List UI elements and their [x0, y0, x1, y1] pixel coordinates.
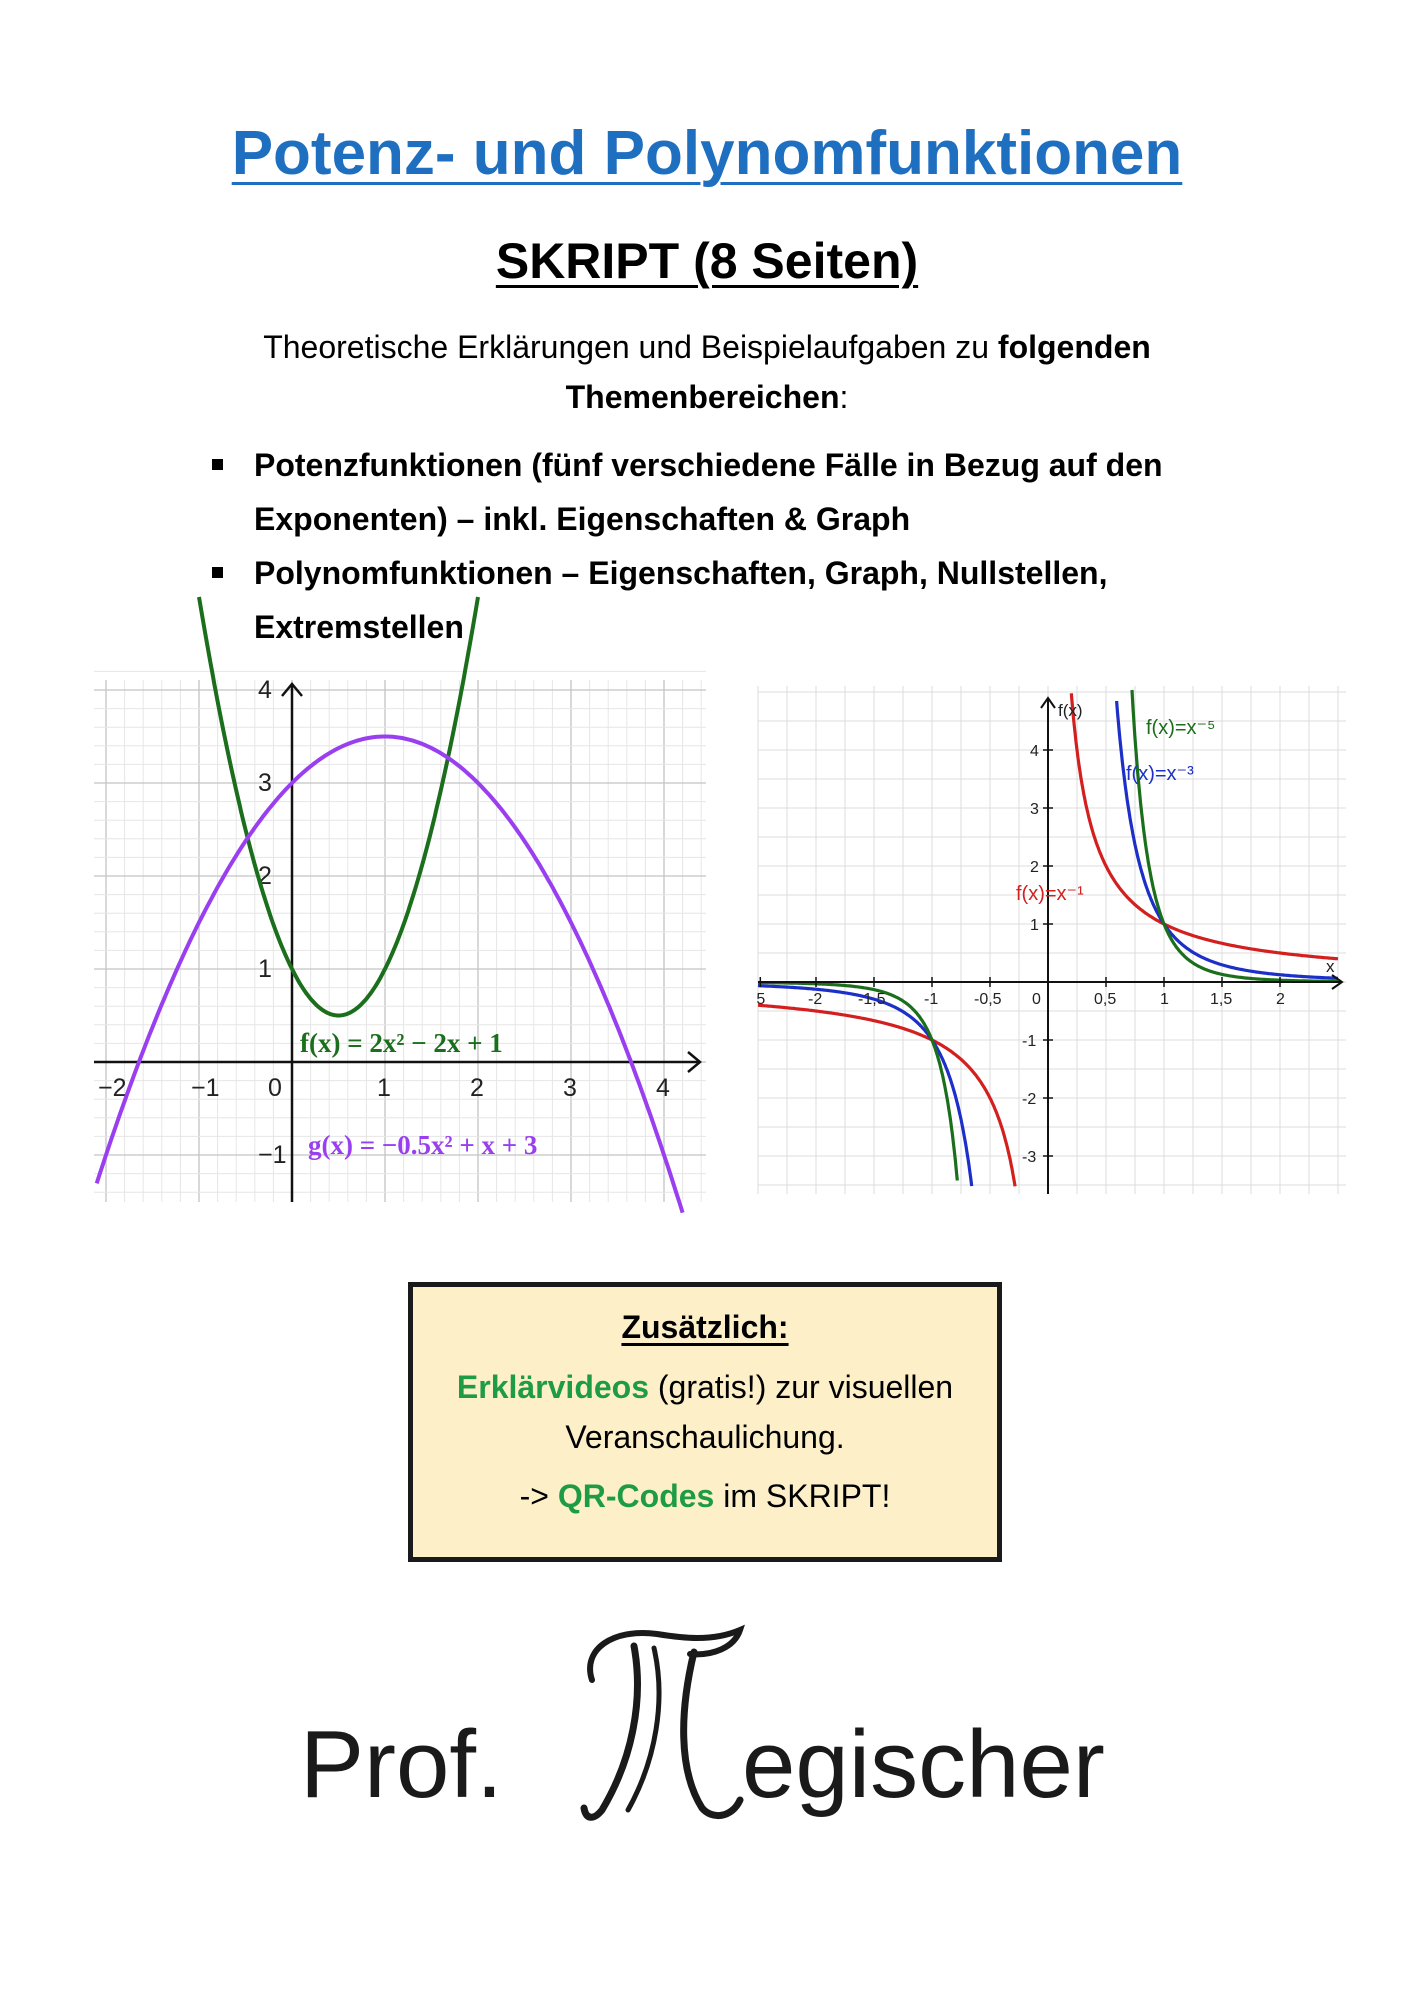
x-tick-label: 2: [1276, 991, 1285, 1008]
info-heading: Zusätzlich:: [621, 1309, 789, 1345]
videos-text: (gratis!) zur visuellen Veranschaulichung.: [565, 1369, 954, 1455]
x-tick-label: -1,5: [858, 991, 886, 1008]
y-tick-label: 3: [258, 769, 272, 797]
x-tick-label: 5: [756, 991, 766, 1008]
page-title: Potenz- und Polynomfunktionen: [231, 119, 1183, 188]
y-tick-label: 2: [258, 862, 272, 890]
y-tick-label: -1: [1022, 1033, 1037, 1050]
y-tick-label: −1: [258, 1141, 287, 1169]
y-tick-label: 1: [1030, 917, 1039, 934]
x-tick-label: 4: [656, 1074, 670, 1102]
x-tick-label: 1,5: [1210, 991, 1233, 1008]
x-tick-label: −2: [98, 1074, 127, 1102]
x-tick-label: 1: [1160, 991, 1169, 1008]
info-qr-text: [413, 1478, 997, 1515]
tick-labels: [98, 676, 670, 1169]
power-function-chart: [758, 686, 1346, 1194]
topic-text: Polynomfunktionen – Eigenschaften, Graph, Nullstellen, Extremstellen: [254, 555, 1108, 645]
y-axis-label: f(x): [1058, 701, 1083, 720]
tick-labels: [756, 701, 1335, 1166]
x-tick-label: 0: [268, 1074, 282, 1102]
topic-list: [212, 438, 1212, 654]
y-tick-label: 1: [258, 955, 272, 983]
intro-line2-bold: Themenbereichen: [565, 379, 840, 415]
y-tick-label: 2: [1030, 859, 1039, 876]
grid: [758, 686, 1346, 1194]
series-label-x-1: f(x)=x⁻¹: [1016, 883, 1084, 905]
logo: [300, 1620, 1120, 1850]
intro-text: [220, 322, 1194, 422]
y-tick-label: 3: [1030, 801, 1039, 818]
series-label-f: f(x) = 2x² − 2x + 1: [300, 1028, 503, 1058]
polynomial-chart: [94, 676, 706, 1202]
topic-item: [212, 546, 1212, 654]
qr-highlight: QR-Codes: [557, 1478, 715, 1514]
bullet-square-icon: [212, 459, 223, 470]
qr-text: im SKRIPT!: [714, 1478, 891, 1514]
x-tick-label: 2: [470, 1074, 484, 1102]
page-subtitle: SKRIPT (8 Seiten): [495, 233, 919, 289]
y-tick-label: 4: [1030, 743, 1039, 760]
topic-text: Potenzfunktionen (fünf verschiedene Fälle in Bezug auf den Exponenten) – inkl. Eigenschaften & Graph: [254, 447, 1163, 537]
y-tick-label: -2: [1022, 1091, 1037, 1108]
y-tick-label: 4: [258, 676, 272, 704]
series-labels: [1016, 717, 1215, 905]
series-line-f: [199, 597, 478, 1016]
pi-logo-icon: [562, 1620, 752, 1830]
logo-prof-text: Prof.: [300, 1711, 503, 1818]
arrow-text: ->: [519, 1478, 558, 1514]
y-tick-label: -3: [1022, 1149, 1037, 1166]
x-tick-label: -1: [924, 991, 939, 1008]
series-label-g: g(x) = −0.5x² + x + 3: [308, 1130, 538, 1160]
x-tick-label: -0,5: [974, 991, 1002, 1008]
videos-highlight: Erklärvideos: [456, 1369, 649, 1405]
series-label-x-3: f(x)=x⁻³: [1126, 763, 1194, 785]
x-tick-label: 3: [563, 1074, 577, 1102]
axes: [758, 698, 1342, 1194]
intro-text-before: Theoretische Erklärungen und Beispielaufgaben zu: [263, 329, 998, 365]
topic-item: [212, 438, 1212, 546]
series-labels: [300, 1028, 537, 1160]
x-tick-label: −1: [191, 1074, 220, 1102]
bullet-square-icon: [212, 567, 223, 578]
intro-bold-word: folgenden: [997, 329, 1151, 365]
logo-rest-text: egischer: [742, 1711, 1105, 1818]
x-tick-label: -2: [808, 991, 823, 1008]
x-axis-label: x: [1326, 957, 1335, 976]
intro-line2-after: :: [839, 379, 849, 415]
x-tick-label: 0: [1032, 991, 1041, 1008]
series-label-x-5: f(x)=x⁻⁵: [1146, 717, 1216, 739]
x-tick-label: 0,5: [1094, 991, 1117, 1008]
x-tick-label: 1: [377, 1074, 391, 1102]
info-videos-text: [413, 1362, 997, 1462]
info-box: [408, 1282, 1002, 1562]
